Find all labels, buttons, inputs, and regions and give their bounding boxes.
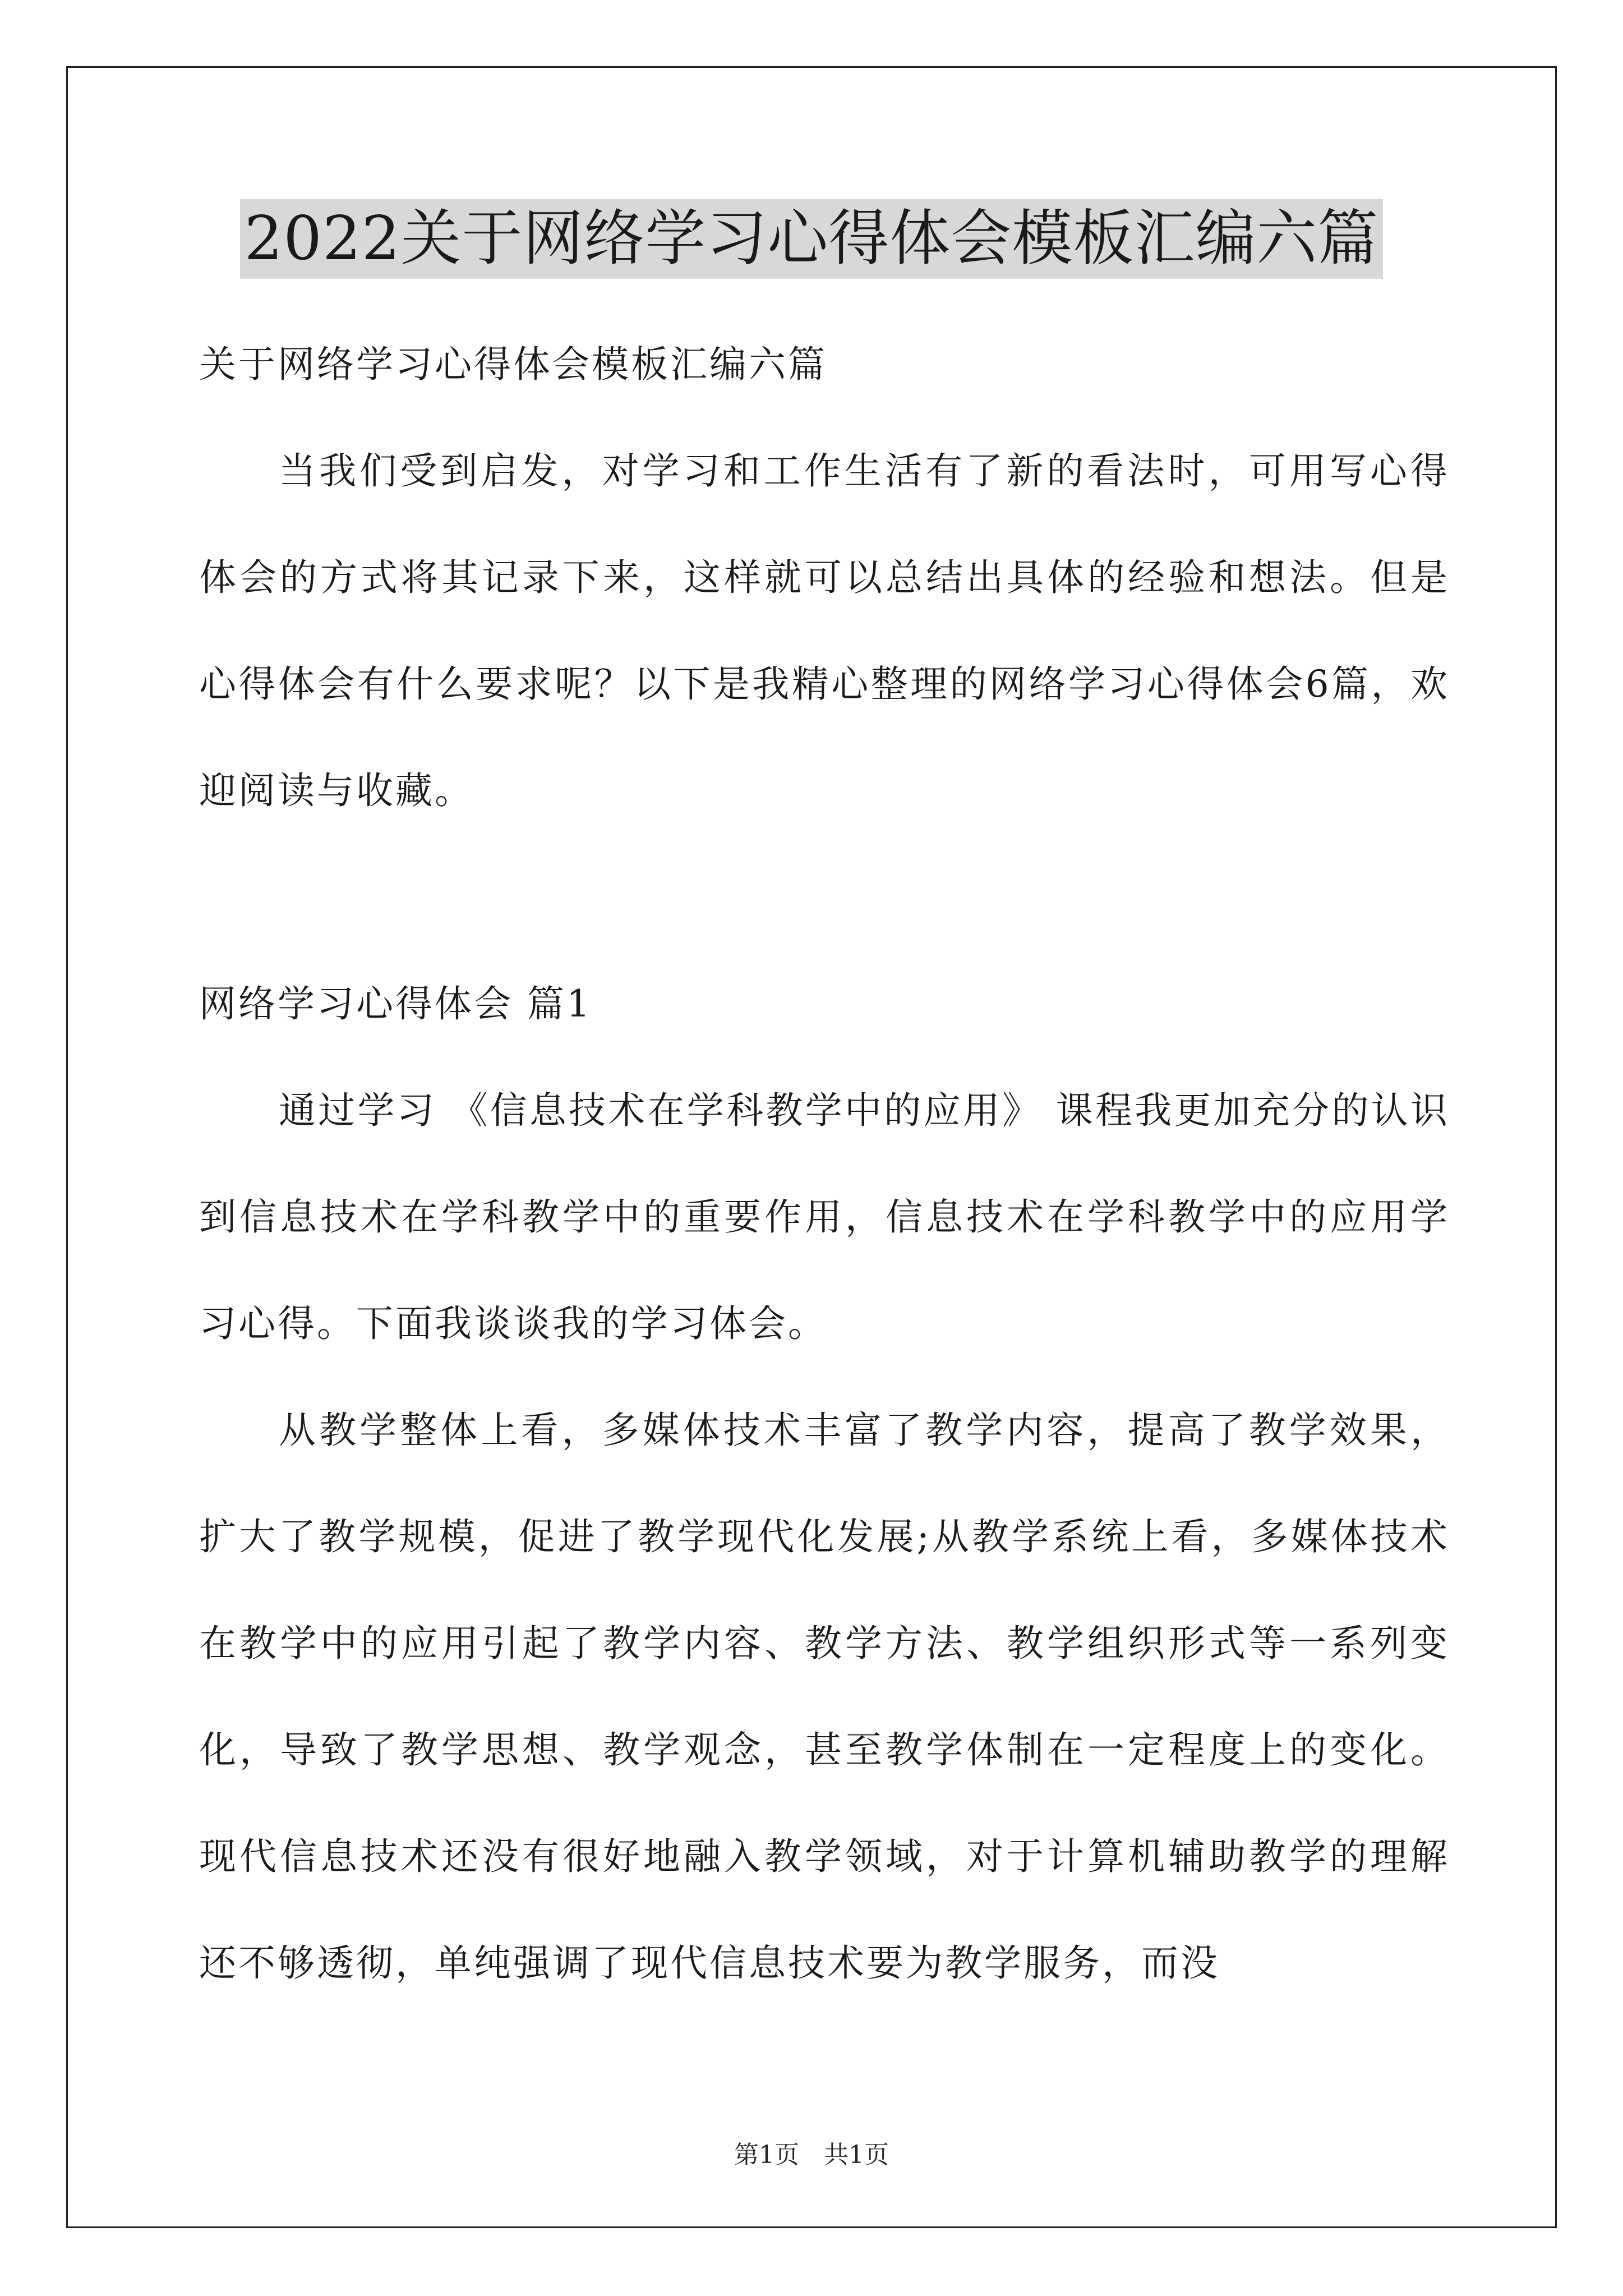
page-footer: 第1页 共1页 xyxy=(734,2141,889,2169)
body-paragraph-2: 从教学整体上看，多媒体技术丰富了教学内容，提高了教学效果，扩大了教学规模，促进了教学现代化发展;从教学系统上看，多媒体技术在教学中的应用引起了教学内容、教学方法、教学组织形式等一系列变化，导致了教学思想、教学观念，甚至教学体制在一定程度上的变化。现代信息技术还没有很好地融入教学领域，对于计算机辅助教学的理解还不够透彻，单纯强调了现代信息技术要为教学服务，而没 xyxy=(199,1409,1450,1985)
title-wrap xyxy=(0,199,1623,279)
section-heading: 网络学习心得体会 篇1 xyxy=(199,982,592,1025)
section-gap xyxy=(199,844,1450,951)
intro-paragraph: 当我们受到启发，对学习和工作生活有了新的看法时，可用写心得体会的方式将其记录下来，这样就可以总结出具体的经验和想法。但是心得体会有什么要求呢？以下是我精心整理的网络学习心得体会6篇，欢迎阅读与收藏。 xyxy=(199,449,1450,812)
document-subtitle: 关于网络学习心得体会模板汇编六篇 xyxy=(199,343,827,386)
document-title: 2022关于网络学习心得体会模板汇编六篇 xyxy=(240,199,1384,279)
body-paragraph-1: 通过学习 《信息技术在学科教学中的应用》 课程我更加充分的认识到信息技术在学科教学中的重要作用，信息技术在学科教学中的应用学习心得。下面我谈谈我的学习体会。 xyxy=(199,1089,1450,1345)
document-body xyxy=(199,311,1450,2017)
